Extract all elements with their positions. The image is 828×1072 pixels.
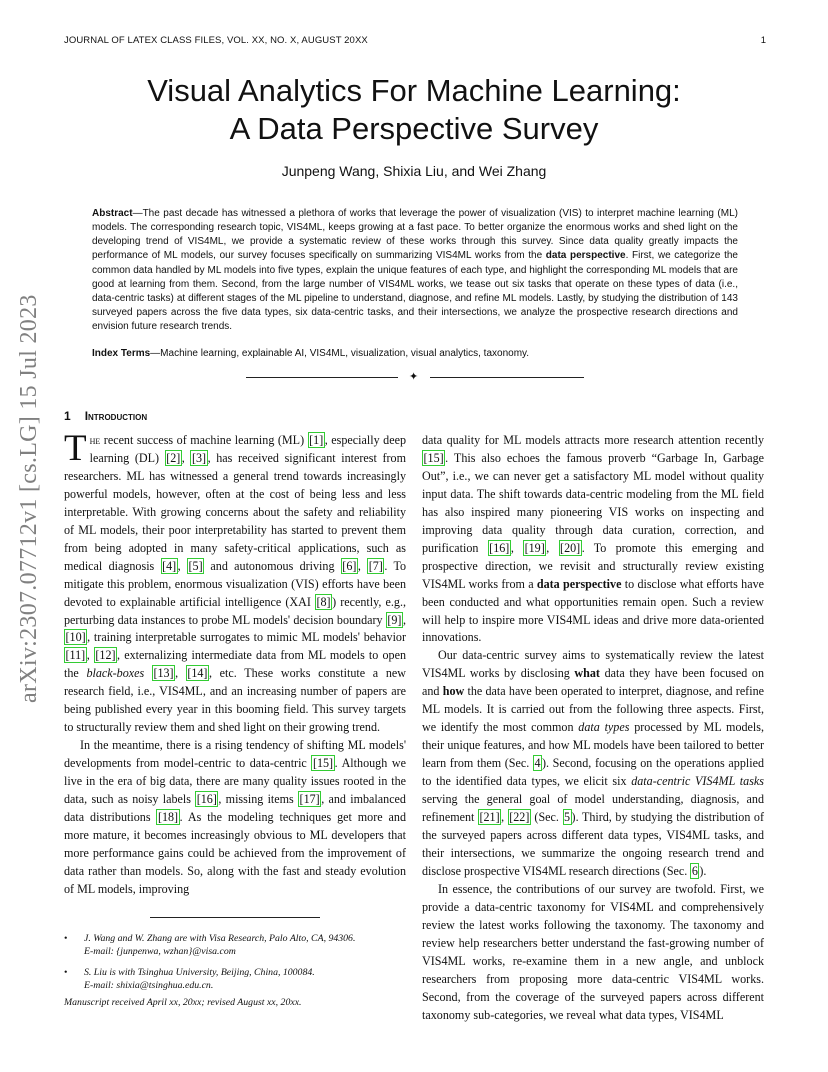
citation-link[interactable]: [21]	[479, 810, 500, 825]
text-run: recent success of machine learning (ML)	[100, 433, 308, 447]
text-run: ). Second, focusing on the operations applied to the identified data types, we elicit six	[422, 756, 764, 789]
text-run: ,	[86, 648, 94, 663]
section-link[interactable]: 6	[691, 863, 698, 878]
citation-link[interactable]: [8]	[316, 594, 331, 609]
paragraph	[422, 432, 764, 647]
abstract-text-a: —The past decade has witnessed a plethora of works that leverage the power of visualization (VIS) to interpret machine learning (ML) models. The corresponding research topic, VIS4ML, keeps growing at a fast pace. To better organize the enormous works and shed light on the developing trend of VIS4ML, we provide a systematic review of these works through this survey. Since data quality greatly impacts the performance of ML models, our survey focuses specifically on summarizing VIS4ML works from the	[92, 208, 738, 262]
citation-link[interactable]: [3]	[191, 450, 207, 465]
text-run: serving the general goal of model understanding, diagnosis, and refinement	[422, 792, 764, 825]
paragraph	[422, 881, 764, 1025]
section-number: 1	[64, 409, 71, 423]
text-run: (Sec.	[530, 810, 563, 825]
text-run: . To mitigate this problem, enormous visualization (VIS) efforts have been devoted to explainable artificial intelligence (XAI	[64, 558, 407, 609]
text-run: In essence, the contributions of our survey are twofold. First, we provide a data-centric taxonomy for VIS4ML and comprehensively review the latest works following the taxonomy. The taxonomy and review help researchers better understand the fast-growing number of VIS4ML works, re-examine them in a new angle, and unblock researchers from proposing more data-centric VIS4ML works. Second, from the coverage of the surveyed papers across different taxonomy sub-categories, we reveal what data types, VIS4ML	[422, 881, 764, 1022]
text-run: ,	[510, 540, 524, 555]
footnote-email: E-mail: shixia@tsinghua.edu.cn.	[84, 980, 214, 991]
page-number: 1	[760, 35, 766, 46]
bold-term: what	[574, 666, 600, 681]
section-link[interactable]: 5	[564, 810, 571, 825]
section-link[interactable]: 4	[534, 756, 541, 771]
citation-link[interactable]: [20]	[560, 540, 581, 555]
text-run: data they have been focused on and	[422, 666, 764, 699]
footnote-email: E-mail: {junpenwa, wzhan}@visa.com	[84, 946, 236, 957]
drop-cap: T	[64, 428, 87, 469]
citation-link[interactable]: [6]	[342, 558, 357, 573]
citation-link[interactable]: [19]	[524, 540, 545, 555]
citation-link[interactable]: [16]	[489, 540, 510, 555]
abstract	[92, 207, 738, 334]
divider-line-left	[246, 377, 398, 378]
text-run: the data have been operated to interpret, diagnose, and refine ML models. It is carried out from the following three aspects. First, we identify the most common	[422, 684, 764, 735]
citation-link[interactable]: [17]	[299, 792, 320, 807]
text-run: ,	[181, 450, 191, 465]
citation-link[interactable]: [7]	[368, 558, 383, 573]
bold-term: how	[442, 684, 465, 699]
citation-link[interactable]: [4]	[162, 558, 177, 573]
text-run: ). Third, by studying the distribution of the surveyed papers across different data types, VIS4ML tasks, and their intersections, we summarize the ongoing research trend and disclose prospective VIS4ML research directions (Sec.	[422, 810, 765, 878]
paragraph	[64, 737, 406, 899]
citation-link[interactable]: [10]	[65, 630, 86, 645]
arxiv-stamp: arXiv:2307.07712v1 [cs.LG] 15 Jul 2023	[16, 294, 42, 703]
text-run: ,	[546, 540, 559, 555]
text-run: Our data-centric survey aims to systematically review the latest VIS4ML works by disclosing	[422, 648, 764, 681]
paragraph	[422, 647, 764, 880]
footnote-line: J. Wang and W. Zhang are with Visa Research, Palo Alto, CA, 94306.	[84, 933, 356, 944]
title-line-1: Visual Analytics For Machine Learning:	[147, 73, 681, 108]
citation-link[interactable]: [13]	[153, 666, 174, 681]
right-column	[422, 432, 764, 1024]
index-terms	[92, 347, 738, 361]
citation-link[interactable]: [14]	[187, 666, 208, 681]
emphasis: data-centric VIS4ML tasks	[631, 774, 764, 789]
citation-link[interactable]: [15]	[312, 756, 334, 771]
section-heading	[64, 409, 147, 423]
text-run: ) recently, e.g., perturbing data instances to probe ML models' decision boundary	[64, 594, 406, 627]
emphasis: data types	[578, 720, 630, 735]
index-terms-text: —Machine learning, explainable AI, VIS4ML, visualization, visual analytics, taxonomy.	[150, 348, 530, 359]
footnote-rule	[150, 917, 320, 918]
text-run: , and imbalanced data distributions	[64, 792, 406, 825]
text-run: data quality for ML models attracts more research attention recently	[422, 433, 764, 447]
text-run: , especially deep learning (DL)	[89, 433, 406, 465]
citation-link[interactable]: [16]	[196, 792, 217, 807]
text-run: , training interpretable surrogates to mimic ML models' behavior	[87, 630, 406, 645]
left-column	[64, 428, 407, 899]
text-run: ,	[357, 558, 368, 573]
text-run: ,	[402, 612, 406, 627]
citation-link[interactable]: [1]	[309, 433, 324, 447]
footnote-affiliation-1	[64, 932, 409, 958]
text-run: . To promote this emerging and prospective direction, we revisit and structurally review existing VIS4ML works from a	[422, 540, 765, 591]
paragraph	[64, 428, 407, 737]
bullet-icon: •	[64, 967, 68, 978]
text-run: ,	[501, 810, 508, 825]
text-run: ).	[699, 863, 707, 878]
text-run: to disclose what efforts have been conducted and what opportunities remain open. Such a review will help to inspire more VIS4ML ideas and drive more data-oriented innovations.	[422, 576, 764, 645]
citation-link[interactable]: [18]	[157, 810, 179, 825]
citation-link[interactable]: [12]	[95, 648, 116, 663]
citation-link[interactable]: [22]	[509, 810, 530, 825]
text-run: and autonomous driving	[204, 558, 341, 573]
citation-link[interactable]: [11]	[65, 648, 86, 663]
text-run: , has received significant interest from researchers. ML has witnessed a general trend towards increasingly powerful models, however, often at the cost of being less and less interpretable. With growing concerns about the safety and reliability of ML models, their poor interpretability has started to prevent them from being adopted in many safety-critical applications, such as medical diagnosis	[64, 450, 407, 573]
index-terms-label: Index Terms	[92, 348, 151, 359]
paper-title	[64, 72, 764, 148]
text-run: , externalizing intermediate data from ML models to open the	[64, 648, 406, 681]
author-list: Junpeng Wang, Shixia Liu, and Wei Zhang	[281, 163, 547, 179]
section-divider	[246, 372, 584, 382]
bullet-icon: •	[64, 933, 68, 944]
text-run	[144, 666, 152, 680]
text-run: . This also echoes the famous proverb “Garbage In, Garbage Out”, i.e., we can never get a satisfactory ML model without quality input data. The shift towards data-centric modeling from the ML field has also inspired many pioneering VIS works on inspecting and improving data quality through data curation, correction, and purification	[422, 450, 764, 555]
abstract-label: Abstract	[92, 208, 133, 219]
divider-diamond-icon: ✦	[409, 370, 419, 383]
lead-word: he	[89, 433, 101, 447]
bold-term: data perspective	[536, 576, 622, 591]
emphasis: black-boxes	[86, 666, 145, 681]
text-run: , missing items	[218, 792, 299, 807]
abstract-bold: data perspective	[545, 250, 626, 262]
footnote-affiliation-2	[64, 966, 409, 992]
text-run: processed by ML models, their unique features, and how ML models have been tailored to better learn from them (Sec.	[422, 720, 764, 771]
text-run: In the meantime, there is a rising tendency of shifting ML models' developments from model-centric to data-centric	[64, 738, 406, 771]
divider-line-right	[430, 377, 584, 378]
title-line-2: A Data Perspective Survey	[229, 111, 599, 146]
citation-link[interactable]: [2]	[166, 450, 181, 465]
citation-link[interactable]: [9]	[387, 612, 402, 627]
footnote-line: S. Liu is with Tsinghua University, Beijing, China, 100084.	[84, 967, 315, 978]
text-run: , etc. These works constitute a new research field, i.e., VIS4ML, and an increasing number of papers are being published every year in this booming field. This survey targets to structurally review them and shed light on their growing trend.	[64, 666, 406, 735]
abstract-text-b: . First, we categorize the common data handled by ML models into five types, explain the unique features of each type, and highlight the corresponding ML models that are good at learning from them. Second, from the large number of VIS4ML works, we tease out six tasks that operate on these types of data (i.e., data-centric tasks) at different stages of the ML pipeline to understand, diagnose, and refine ML models. Lastly, by studying the distribution of 143 surveyed papers across the five data types, six data-centric tasks, and their intersections, we analyze the prospective research directions and envision future research trends.	[92, 250, 738, 333]
citation-link[interactable]: [15]	[423, 450, 444, 465]
text-run: ,	[177, 558, 187, 573]
section-title: Introduction	[84, 409, 148, 423]
manuscript-note: Manuscript received April xx, 20xx; revised August xx, 20xx.	[64, 997, 302, 1008]
text-run: . Although we live in the era of big data, there are many quality issues rooted in the data, such as noisy labels	[64, 756, 406, 807]
running-header: JOURNAL OF LATEX CLASS FILES, VOL. XX, NO. X, AUGUST 20XX	[64, 35, 368, 46]
citation-link[interactable]: [5]	[188, 558, 203, 573]
text-run: ,	[175, 666, 186, 681]
text-run: . As the modeling techniques get more and more mature, it becomes increasingly obvious to ML developers that more performance gains could be achieved from the improvement of data rather than models. So, along with the fast and steady evolution of ML models, improving	[64, 810, 406, 896]
